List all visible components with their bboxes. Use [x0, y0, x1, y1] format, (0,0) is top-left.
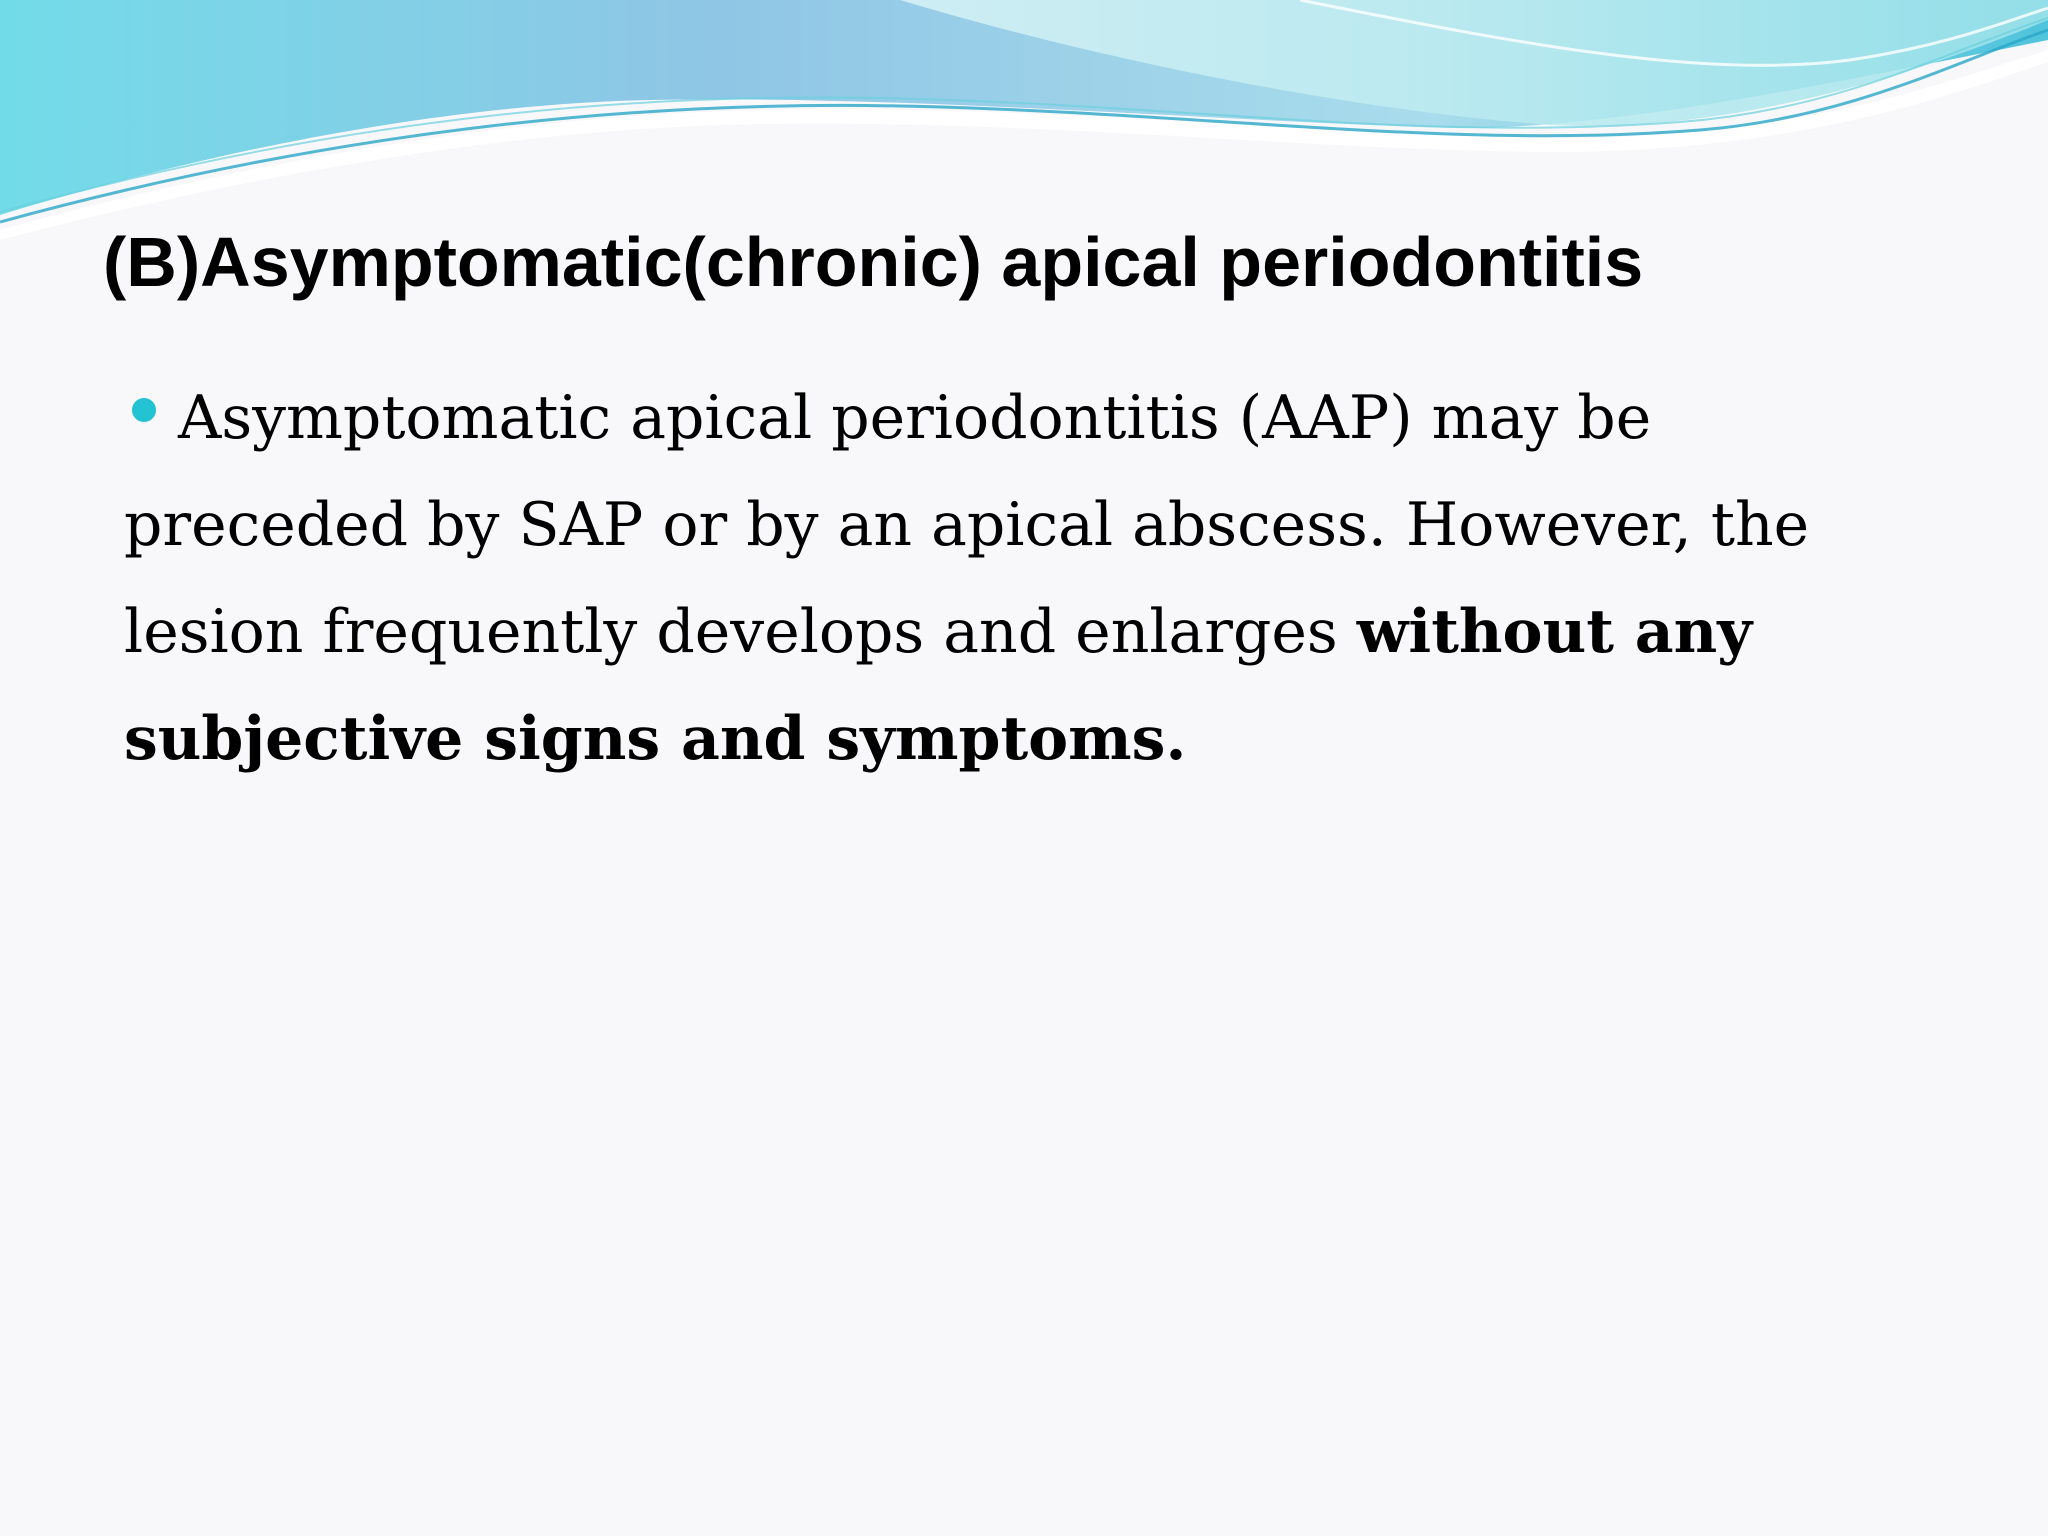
- slide-title: (B)Asymptomatic(chronic) apical periodontitis: [103, 223, 1644, 301]
- bullet-dot-icon: [132, 398, 156, 422]
- bullet-paragraph: [124, 365, 1944, 793]
- header-wave-decoration: [0, 0, 2048, 240]
- bullet-text-bold: without any subjective signs and symptoms.: [124, 597, 1753, 774]
- bullet-text-regular: Asymptomatic apical periodontitis (AAP) may be preceded by SAP or by an apical abscess. However, the lesion frequently develops and enlarges: [124, 383, 1810, 667]
